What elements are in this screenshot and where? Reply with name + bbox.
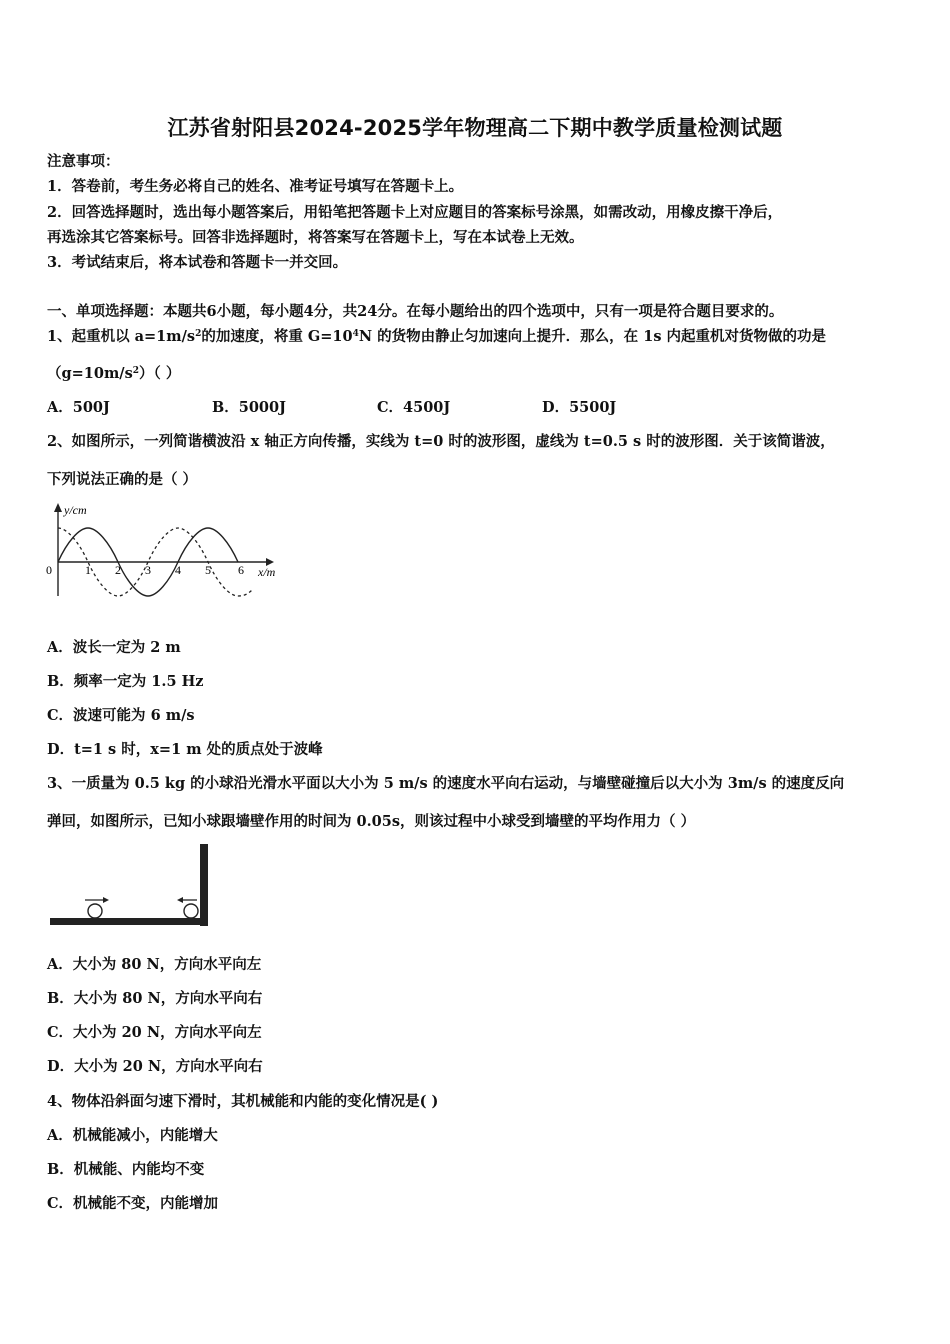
option-c[interactable]: C．机械能不变，内能增加 — [47, 1195, 219, 1212]
question-1-options — [47, 398, 616, 418]
option-b[interactable]: B．5000J — [212, 399, 286, 416]
arrowhead-right — [103, 897, 109, 903]
option-a[interactable]: A．500J — [47, 399, 110, 416]
option-d[interactable]: D．5500J — [542, 399, 617, 416]
notice-item: 再选涂其它答案标号。回答非选择题时，将答案写在答题卡上，写在本试卷上无效。 — [47, 229, 584, 246]
page-title: 江苏省射阳县2024-2025学年物理高二下期中教学质量检测试题 — [167, 116, 783, 140]
wall — [200, 844, 208, 926]
question-1-stem — [47, 327, 826, 347]
tick-label: 4 — [175, 563, 181, 577]
ball-left — [88, 904, 102, 918]
tick-label: 6 — [238, 563, 244, 577]
question-2-stem: 2、如图所示，一列简谐横波沿 x 轴正方向传播，实线为 t=0 时的波形图，虚线为 t=0.5 s 时的波形图．关于该简谐波， — [47, 433, 835, 450]
q1-text-e: ）（ ） — [139, 365, 181, 382]
q1-sup-a: 2 — [195, 329, 202, 339]
option-c[interactable]: C．4500J — [377, 399, 451, 416]
q1-text-c: N 的货物由静止匀加速向上提升．那么，在 1s 内起重机对货物做的功是 — [358, 328, 827, 345]
option-b[interactable]: B．频率一定为 1.5 Hz — [47, 673, 204, 690]
notice-item: 1．答卷前，考生务必将自己的姓名、准考证号填写在答题卡上。 — [47, 178, 464, 195]
option-d[interactable]: D．t=1 s 时，x=1 m 处的质点处于波峰 — [47, 741, 323, 758]
notice-heading: 注意事项： — [47, 153, 120, 170]
question-3-stem: 3、一质量为 0.5 kg 的小球沿光滑水平面以大小为 5 m/s 的速度水平向右运动，与墙壁碰撞后以大小为 3m/s 的速度反向 — [47, 775, 845, 792]
q1-sup-b: 4 — [352, 329, 359, 339]
option-a[interactable]: A．大小为 80 N，方向水平向左 — [47, 956, 262, 973]
option-b[interactable]: B．大小为 80 N，方向水平向右 — [47, 990, 263, 1007]
section-heading: 一、单项选择题：本题共6小题，每小题4分，共24分。在每小题给出的四个选项中，只有一项是符合题目要求的。 — [47, 303, 784, 320]
question-1-stem-line2 — [47, 364, 180, 384]
tick-label: 3 — [145, 563, 151, 577]
ball-wall-figure — [45, 840, 220, 930]
option-b[interactable]: B．机械能、内能均不变 — [47, 1161, 205, 1178]
q1-text-a: 1、起重机以 a=1m/s — [47, 328, 196, 345]
tick-label: 5 — [205, 563, 211, 577]
question-4-stem: 4、物体沿斜面匀速下滑时，其机械能和内能的变化情况是( ) — [47, 1093, 439, 1110]
wave-figure — [40, 498, 290, 603]
notice-item: 3．考试结束后，将本试卷和答题卡一并交回。 — [47, 254, 348, 271]
option-a[interactable]: A．波长一定为 2 m — [47, 639, 181, 656]
question-2-stem-line2: 下列说法正确的是（ ） — [47, 471, 198, 488]
option-c[interactable]: C．波速可能为 6 m/s — [47, 707, 195, 724]
question-3-stem-line2: 弹回，如图所示，已知小球跟墙壁作用的时间为 0.05s，则该过程中小球受到墙壁的平均作用力（ ） — [47, 813, 696, 830]
q1-text-d: （g=10m/s — [47, 365, 133, 382]
ball-right — [184, 904, 198, 918]
origin-label: 0 — [46, 563, 52, 577]
q1-text-b: 的加速度，将重 G=10 — [201, 328, 353, 345]
notice-item: 2．回答选择题时，选出每小题答案后，用铅笔把答题卡上对应题目的答案标号涂黑，如需改动，用橡皮擦干净后， — [47, 204, 783, 221]
y-axis-arrow — [54, 503, 62, 512]
option-a[interactable]: A．机械能减小，内能增大 — [47, 1127, 218, 1144]
floor — [50, 918, 208, 925]
arrowhead-left — [177, 897, 183, 903]
tick-label: 1 — [85, 563, 91, 577]
y-axis-label: y/cm — [64, 503, 87, 517]
option-c[interactable]: C．大小为 20 N，方向水平向左 — [47, 1024, 262, 1041]
q1-sup-c: 2 — [132, 366, 140, 376]
x-axis-label: x/m — [258, 565, 276, 579]
option-d[interactable]: D．大小为 20 N，方向水平向右 — [47, 1058, 263, 1075]
tick-label: 2 — [115, 563, 121, 577]
